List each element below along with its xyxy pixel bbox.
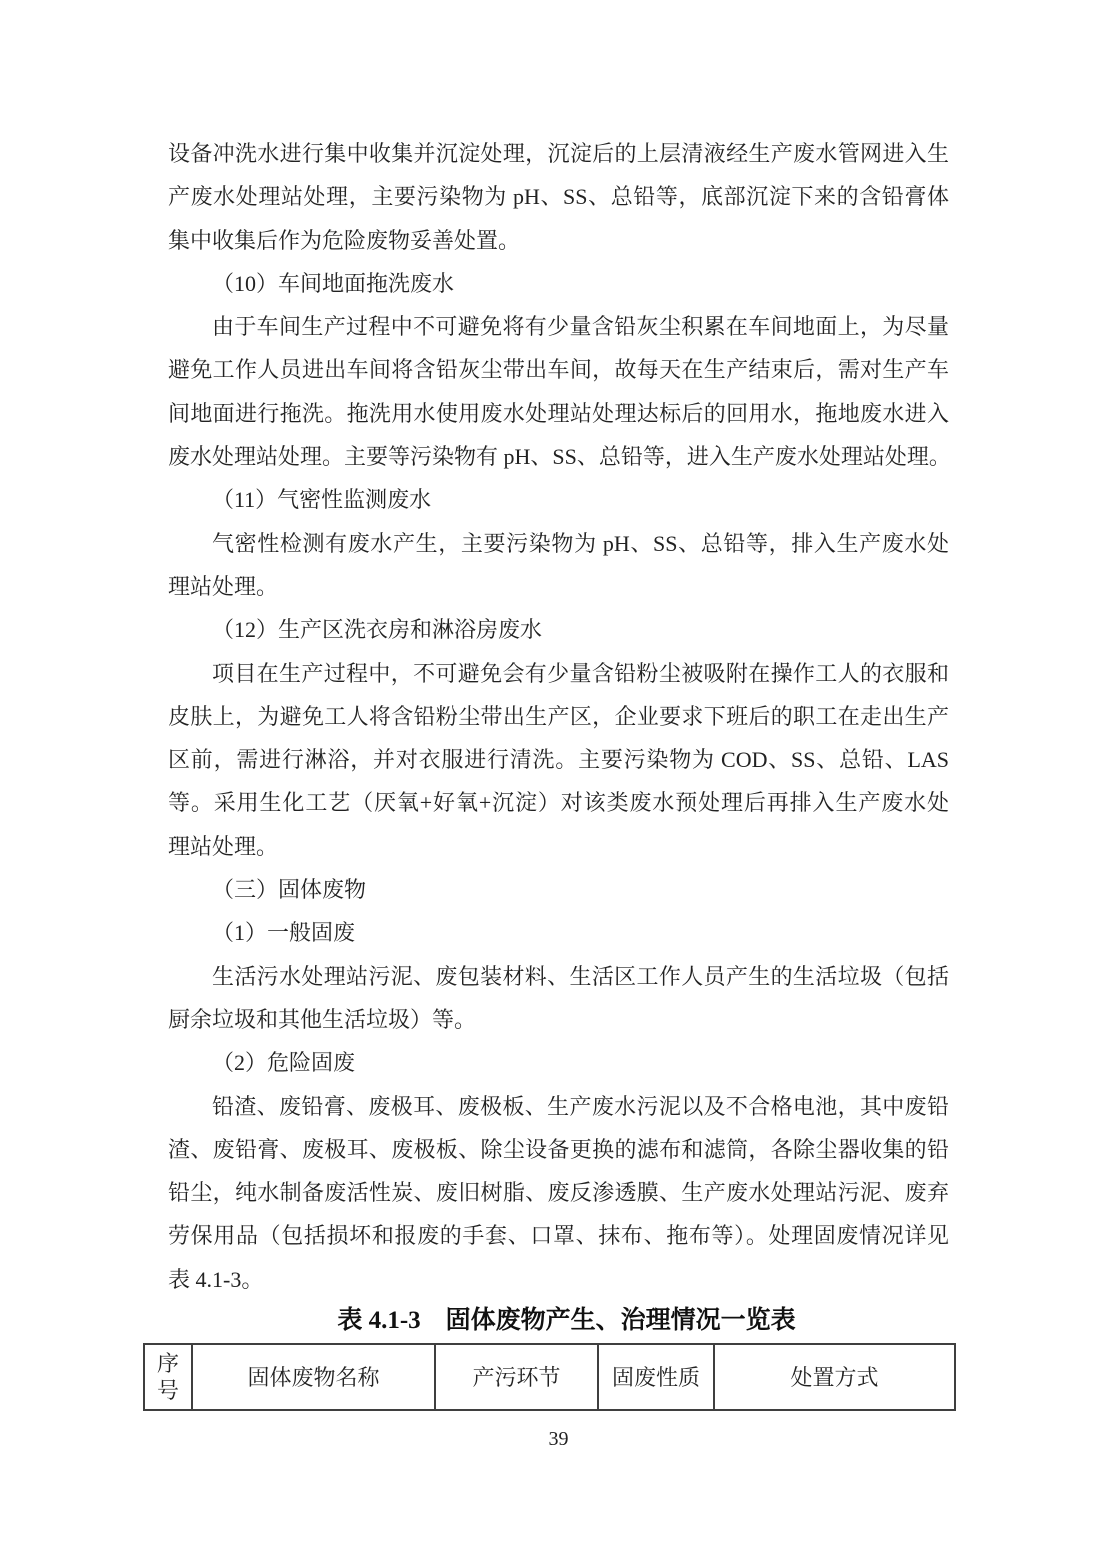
- body-line: （12）生产区洗衣房和淋浴房废水: [212, 617, 543, 643]
- table-header-cell-link: 产污环节: [435, 1344, 598, 1410]
- table-title: 表 4.1-3 固体废物产生、治理情况一览表: [337, 1307, 796, 1334]
- body-line: 表 4.1-3。: [168, 1266, 264, 1292]
- body-line: （1）一般固废: [212, 920, 356, 946]
- body-line: 项目在生产过程中，不可避免会有少量含铅粉尘被吸附在操作工人的衣服和: [212, 660, 949, 686]
- table-header-cell-prop: 固废性质: [598, 1344, 714, 1410]
- body-text: [168, 132, 949, 1301]
- body-line: （10）车间地面拖洗废水: [212, 270, 455, 296]
- body-line: 厨余垃圾和其他生活垃圾）等。: [168, 1006, 477, 1032]
- table-block: [143, 1301, 956, 1411]
- body-line: 理站处理。: [168, 833, 279, 859]
- body-line: 劳保用品（包括损坏和报废的手套、口罩、抹布、拖布等）。处理固废情况详见: [168, 1223, 949, 1249]
- body-line: 避免工作人员进出车间将含铅灰尘带出车间，故每天在生产结束后，需对生产车: [168, 357, 949, 383]
- body-line: 渣、废铅膏、废极耳、废极板、除尘设备更换的滤布和滤筒，各除尘器收集的铅: [168, 1136, 949, 1162]
- page-number: 39: [548, 1428, 569, 1450]
- body-line: 生活污水处理站污泥、废包装材料、生活区工作人员产生的生活垃圾（包括: [212, 963, 949, 989]
- body-line: 废水处理站处理。主要等污染物有 pH、SS、总铅等，进入生产废水处理站处理。: [168, 444, 951, 470]
- solid-waste-table: [143, 1343, 956, 1411]
- body-line: 由于车间生产过程中不可避免将有少量含铅灰尘积累在车间地面上，为尽量: [212, 314, 949, 340]
- body-line: 集中收集后作为危险废物妥善处置。: [168, 227, 521, 253]
- table-header-cell-no: 序号: [144, 1344, 192, 1410]
- body-line: 设备冲洗水进行集中收集并沉淀处理，沉淀后的上层清液经生产废水管网进入生: [168, 141, 949, 166]
- body-line: 铅尘，纯水制备废活性炭、废旧树脂、废反渗透膜、生产废水处理站污泥、废弃: [168, 1180, 949, 1206]
- body-line: 理站处理。: [168, 573, 279, 599]
- table-header-cell-disp: 处置方式: [714, 1344, 955, 1410]
- body-line: 铅渣、废铅膏、废极耳、废极板、生产废水污泥以及不合格电池，其中废铅: [212, 1093, 949, 1119]
- body-line: （2）危险固废: [212, 1050, 356, 1076]
- body-line: 气密性检测有废水产生，主要污染物为 pH、SS、总铅等，排入生产废水处: [212, 530, 949, 556]
- body-line: 皮肤上，为避免工人将含铅粉尘带出生产区，企业要求下班后的职工在走出生产: [168, 703, 949, 729]
- table-header-row: [144, 1344, 955, 1410]
- body-line: 区前，需进行淋浴，并对衣服进行清洗。主要污染物为 COD、SS、总铅、LAS: [168, 747, 949, 773]
- body-line: 产废水处理站处理，主要污染物为 pH、SS、总铅等，底部沉淀下来的含铅膏体: [168, 184, 949, 210]
- table-header-cell-name: 固体废物名称: [192, 1344, 435, 1410]
- body-line: 等。采用生化工艺（厌氧+好氧+沉淀）对该类废水预处理后再排入生产废水处: [168, 790, 949, 816]
- body-line: （三）固体废物: [212, 877, 367, 903]
- body-line: 间地面进行拖洗。拖洗用水使用废水处理站处理达标后的回用水，拖地废水进入: [168, 400, 949, 426]
- body-line: （11）气密性监测废水: [212, 487, 432, 513]
